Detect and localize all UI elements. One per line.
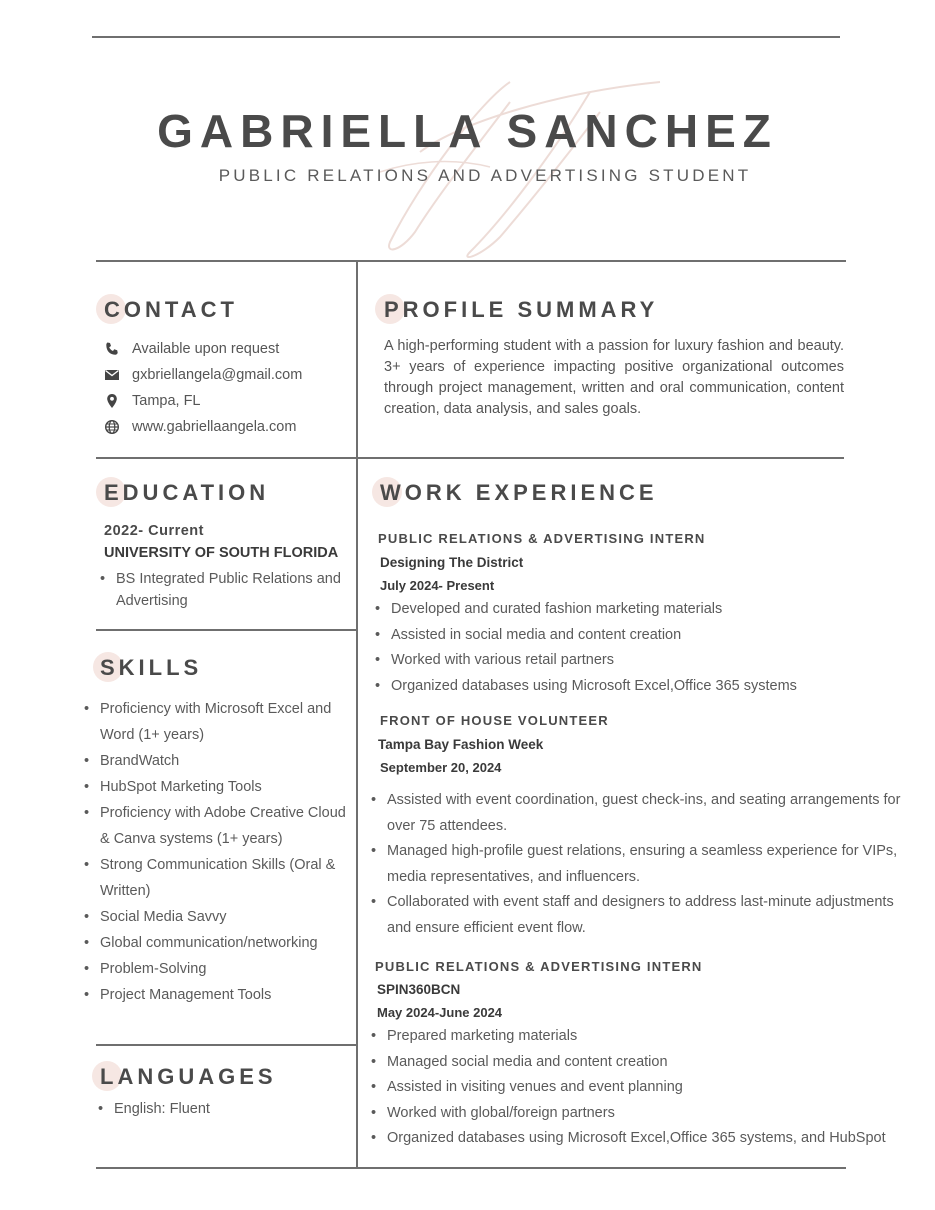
- languages-list: [98, 1098, 348, 1120]
- list-item: • Assisted in social media and content creation: [375, 623, 845, 649]
- job-3-bullets: [371, 1024, 891, 1152]
- list-item: • Developed and curated fashion marketing materials: [375, 597, 845, 623]
- column-divider: [356, 262, 358, 1168]
- candidate-name: GABRIELLA SANCHEZ: [157, 105, 778, 157]
- profile-summary-text: A high-performing student with a passion for luxury fashion and beauty. 3+ years of experience impacting positive organizational outcomes through project management, written and oral communication, content creation, data analysis, and sales goals.: [384, 338, 844, 417]
- list-item: • Managed high-profile guest relations, ensuring a seamless experience for VIPs, media representatives, and influencers.: [371, 839, 901, 890]
- contact-phone: [104, 338, 279, 360]
- education-school: UNIVERSITY OF SOUTH FLORIDA: [104, 545, 339, 561]
- job-1-date: July 2024- Present: [380, 578, 495, 593]
- candidate-title: PUBLIC RELATIONS AND ADVERTISING STUDENT: [218, 166, 752, 185]
- job-3-title: PUBLIC RELATIONS & ADVERTISING INTERN: [375, 959, 703, 974]
- languages-heading: LANGUAGES: [100, 1064, 277, 1089]
- education-divider: [96, 629, 356, 631]
- contact-phone-text: Available upon request: [132, 341, 280, 357]
- list-item: • Project Management Tools: [84, 982, 346, 1008]
- job-2-title: FRONT OF HOUSE VOLUNTEER: [380, 713, 609, 728]
- list-item: • HubSpot Marketing Tools: [84, 774, 346, 800]
- top-divider: [92, 36, 840, 38]
- globe-icon: [104, 419, 120, 435]
- envelope-icon: [104, 367, 120, 383]
- job-2-date: September 20, 2024: [380, 760, 502, 775]
- contact-email-text: gxbriellangela@gmail.com: [132, 367, 303, 383]
- list-item: • Organized databases using Microsoft Excel,Office 365 systems: [375, 674, 845, 700]
- phone-icon: [104, 341, 120, 357]
- list-item: • Social Media Savvy: [84, 904, 346, 930]
- education-year: 2022- Current: [104, 523, 204, 539]
- job-1-organization: Designing The District: [380, 555, 524, 570]
- list-item: • Proficiency with Adobe Creative Cloud & Canva systems (1+ years): [84, 800, 346, 852]
- education-degree: • BS Integrated Public Relations and Advertising: [100, 568, 350, 612]
- work-heading: WORK EXPERIENCE: [380, 480, 658, 505]
- list-item: • English: Fluent: [98, 1098, 348, 1120]
- job-2-organization: Tampa Bay Fashion Week: [378, 737, 544, 752]
- list-item: • Worked with global/foreign partners: [371, 1101, 891, 1127]
- profile-heading: PROFILE SUMMARY: [384, 297, 659, 322]
- job-1-title: PUBLIC RELATIONS & ADVERTISING INTERN: [378, 531, 706, 546]
- job-3-organization: SPIN360BCN: [377, 982, 461, 997]
- list-item: • BrandWatch: [84, 748, 346, 774]
- bottom-divider: [96, 1167, 846, 1169]
- skills-list: [84, 696, 346, 1008]
- list-item: • Assisted with event coordination, guest check-ins, and seating arrangements for over 75 attendees.: [371, 788, 901, 839]
- contact-website-text: www.gabriellaangela.com: [132, 419, 297, 435]
- contact-location-text: Tampa, FL: [132, 393, 201, 409]
- job-1-bullets: [375, 597, 845, 699]
- contact-divider: [96, 457, 844, 459]
- monogram-signature: [360, 62, 680, 262]
- list-item: • Collaborated with event staff and designers to address last-minute adjustments and ensure efficient event flow.: [371, 890, 901, 941]
- job-3-date: May 2024-June 2024: [377, 1005, 503, 1020]
- contact-email[interactable]: [104, 364, 302, 386]
- skills-heading: SKILLS: [100, 655, 203, 680]
- contact-heading: CONTACT: [104, 297, 238, 322]
- list-item: • Organized databases using Microsoft Excel,Office 365 systems, and HubSpot: [371, 1126, 891, 1152]
- skills-divider: [96, 1044, 356, 1046]
- education-heading: EDUCATION: [104, 480, 270, 505]
- list-item: • Managed social media and content creation: [371, 1050, 891, 1076]
- job-2-bullets: [371, 788, 901, 941]
- contact-location: [104, 390, 201, 412]
- contact-website[interactable]: [104, 416, 296, 438]
- header-divider: [96, 260, 846, 262]
- list-item: • Assisted in visiting venues and event planning: [371, 1075, 891, 1101]
- list-item: • Prepared marketing materials: [371, 1024, 891, 1050]
- list-item: • Worked with various retail partners: [375, 648, 845, 674]
- list-item: • Global communication/networking: [84, 930, 346, 956]
- list-item: • Proficiency with Microsoft Excel and Word (1+ years): [84, 696, 346, 748]
- list-item: • Problem-Solving: [84, 956, 346, 982]
- education-details: [100, 568, 350, 612]
- list-item: • Strong Communication Skills (Oral & Written): [84, 852, 346, 904]
- map-pin-icon: [104, 393, 120, 409]
